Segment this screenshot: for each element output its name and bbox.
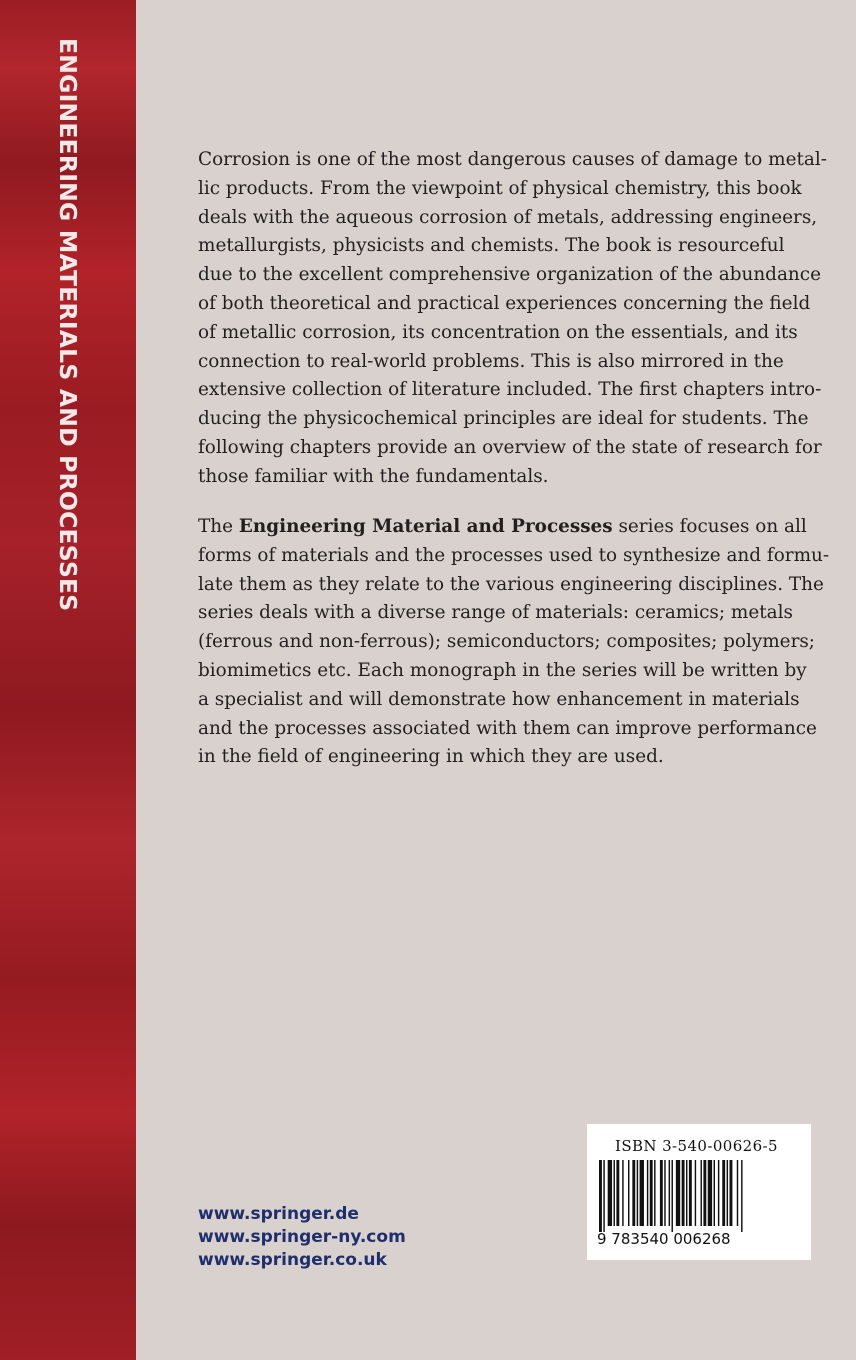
series-prefix: The <box>198 516 239 537</box>
link-springer-ny[interactable]: www.springer-ny.com <box>198 1227 406 1247</box>
description-line: lic products. From the viewpoint of physical chemistry, this book <box>198 177 802 199</box>
barcode-bar <box>695 1160 696 1226</box>
description-line: connection to real-world problems. This is also mirrored in the <box>198 350 784 372</box>
description-line: deals with the aqueous corrosion of metals, addressing engineers, <box>198 206 818 228</box>
barcode-bar <box>637 1160 638 1226</box>
series-name: Engineering Material and Processes <box>238 516 613 537</box>
barcode-bar <box>727 1160 728 1226</box>
barcode-bar <box>632 1160 635 1226</box>
description-line: of metallic corrosion, its concentration on the essentials, and its <box>198 321 798 343</box>
barcode-bar <box>664 1160 665 1226</box>
barcode-bar <box>730 1160 733 1226</box>
link-springer-uk[interactable]: www.springer.co.uk <box>198 1250 387 1270</box>
barcode-bar <box>650 1160 653 1226</box>
barcode-bar <box>676 1160 680 1226</box>
barcode-bar <box>722 1160 725 1226</box>
series-line: forms of materials and the processes used to synthesize and formu- <box>198 544 830 566</box>
series-line: a specialist and will demonstrate how enhancement in materials <box>198 688 800 710</box>
series-description <box>198 513 830 772</box>
description-line: those familiar with the fundamentals. <box>198 465 549 487</box>
description-line: Corrosion is one of the most dangerous causes of damage to metal- <box>198 149 827 170</box>
description-line: of both theoretical and practical experiences concerning the field <box>198 292 811 314</box>
barcode-bar <box>608 1160 612 1226</box>
isbn-label: ISBN 3-540-00626-5 <box>615 1137 778 1155</box>
series-line: (ferrous and non-ferrous); semiconductors; composites; polymers; <box>198 631 815 653</box>
barcode-bar <box>714 1160 715 1226</box>
description-line: extensive collection of literature included. The first chapters intro- <box>198 379 822 401</box>
link-springer-de[interactable]: www.springer.de <box>198 1204 359 1224</box>
barcode-bar <box>660 1160 663 1226</box>
barcode-bar <box>737 1160 738 1226</box>
series-line: biomimetics etc. Each monograph in the series will be written by <box>198 659 807 681</box>
barcode-bar <box>640 1160 644 1226</box>
barcode-bar <box>672 1160 673 1232</box>
barcode-bar <box>622 1160 623 1226</box>
barcode-bar <box>689 1160 692 1226</box>
book-description <box>198 146 827 492</box>
description-line: following chapters provide an overview of the state of research for <box>198 436 822 458</box>
barcode-bar <box>647 1160 648 1226</box>
series-first-line <box>198 513 818 542</box>
barcode-bar <box>603 1160 604 1232</box>
barcode-number: 9 783540 006268 <box>597 1230 731 1248</box>
barcode-bar <box>616 1160 619 1226</box>
isbn-barcode <box>587 1124 811 1260</box>
description-line: metallurgists, physicists and chemists. The book is resourceful <box>198 235 785 257</box>
publisher-links <box>198 1203 406 1272</box>
series-line: in the field of engineering in which they are used. <box>198 746 664 768</box>
barcode-bar <box>682 1160 685 1226</box>
series-title: ENGINEERING MATERIALS AND PROCESSES <box>54 38 82 612</box>
barcode-bar <box>669 1160 670 1226</box>
series-line: and the processes associated with them can improve performance <box>198 717 817 739</box>
barcode-bar <box>701 1160 702 1226</box>
series-line: series deals with a diverse range of materials: ceramics; metals <box>198 602 793 624</box>
barcode-bar <box>703 1160 706 1226</box>
barcode-bar <box>614 1160 615 1226</box>
barcode-bar <box>741 1160 742 1232</box>
barcode-bar <box>718 1160 719 1226</box>
description-line: due to the excellent comprehensive organization of the abundance <box>198 264 821 286</box>
barcode-bar <box>708 1160 712 1226</box>
barcode-bar <box>654 1160 655 1226</box>
series-suffix: series focuses on all <box>612 516 807 537</box>
spine-band <box>0 0 136 1360</box>
barcode-bar <box>686 1160 687 1226</box>
barcode-bar <box>628 1160 629 1226</box>
description-line: ducing the physicochemical principles are ideal for students. The <box>198 408 809 430</box>
series-line: late them as they relate to the various engineering disciplines. The <box>198 573 824 595</box>
barcode-bar <box>599 1160 602 1232</box>
